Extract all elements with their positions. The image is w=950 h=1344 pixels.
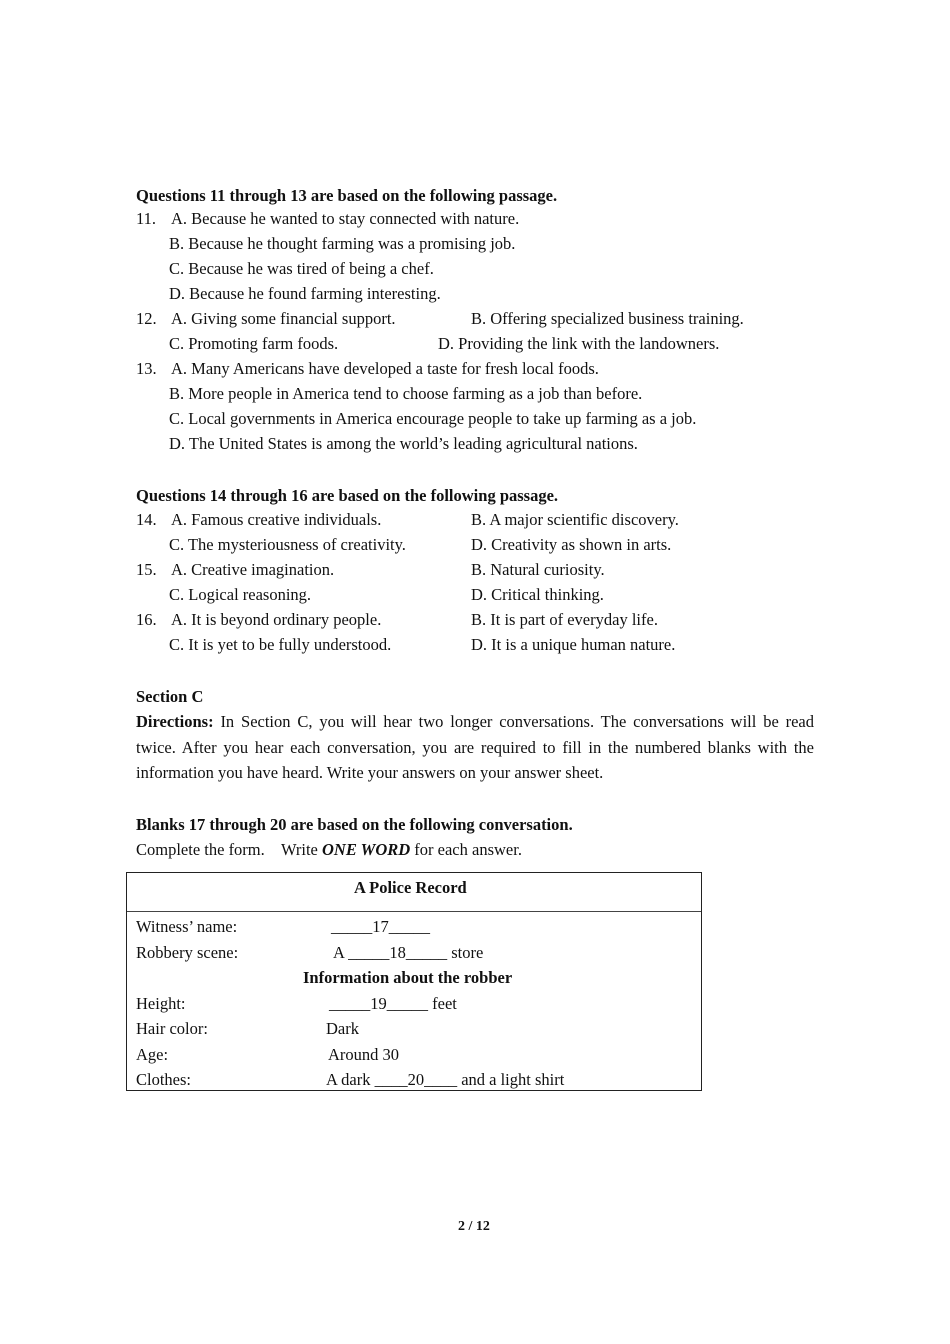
q16-option-a: A. It is beyond ordinary people. [171,610,382,629]
q14-option-c: C. The mysteriousness of creativity. [169,535,406,554]
q15-option-d: D. Critical thinking. [471,585,604,604]
form-value-age: Around 30 [328,1045,400,1064]
q12-option-d: D. Providing the link with the landowners. [438,334,720,353]
form-header-divider [127,911,701,912]
form-label-clothes: Clothes: [136,1070,192,1089]
form-label-hair-color: Hair color: [136,1019,208,1038]
question-number-16: 16. [136,610,157,629]
instruction-pre: Complete the form. Write [136,840,322,859]
q13-option-b: B. More people in America tend to choose farming as a job than before. [169,384,643,403]
form-instruction [136,840,522,860]
passage-heading-11-13: Questions 11 through 13 are based on the following passage. [136,186,558,205]
q11-option-b: B. Because he thought farming was a promising job. [169,234,516,253]
question-number-13: 13. [136,359,157,378]
q16-option-b: B. It is part of everyday life. [471,610,658,629]
form-value-witness-name: _____17_____ [331,917,430,936]
form-label-witness-name: Witness’ name: [136,917,238,936]
form-title: A Police Record [354,878,467,897]
q13-option-c: C. Local governments in America encourage people to take up farming as a job. [169,409,697,428]
page-number: 2 / 12 [458,1219,490,1234]
q13-option-d: D. The United States is among the world’s leading agricultural nations. [169,434,638,453]
q12-option-c: C. Promoting farm foods. [169,334,339,353]
instruction-post: for each answer. [410,840,522,859]
instruction-emphasis: ONE WORD [322,840,411,859]
q11-option-a: A. Because he wanted to stay connected with nature. [171,209,520,228]
q16-option-d: D. It is a unique human nature. [471,635,676,654]
form-value-robbery-scene: A _____18_____ store [333,943,484,962]
q12-option-a: A. Giving some financial support. [171,309,396,328]
q14-option-b: B. A major scientific discovery. [471,510,679,529]
blanks-heading: Blanks 17 through 20 are based on the following conversation. [136,815,573,834]
passage-heading-14-16: Questions 14 through 16 are based on the following passage. [136,486,559,505]
q15-option-a: A. Creative imagination. [171,560,335,579]
form-value-clothes: A dark ____20____ and a light shirt [326,1070,565,1089]
q15-option-b: B. Natural curiosity. [471,560,605,579]
question-number-14: 14. [136,510,157,529]
q12-option-b: B. Offering specialized business training. [471,309,744,328]
q11-option-d: D. Because he found farming interesting. [169,284,441,303]
directions-label: Directions: [136,712,214,731]
form-subheading: Information about the robber [303,968,513,987]
form-value-hair-color: Dark [326,1019,359,1038]
section-c-title: Section C [136,687,204,706]
question-number-12: 12. [136,309,157,328]
question-number-11: 11. [136,209,157,228]
question-number-15: 15. [136,560,157,579]
q16-option-c: C. It is yet to be fully understood. [169,635,392,654]
directions-text: In Section C, you will hear two longer conversations. The conversations will be read twice. After you hear each conversation, you are required to fill in the numbered blanks with the information you have heard. Write your answers on your answer sheet. [136,712,814,782]
form-value-height: _____19_____ feet [329,994,457,1013]
q11-option-c: C. Because he was tired of being a chef. [169,259,434,278]
q15-option-c: C. Logical reasoning. [169,585,312,604]
q13-option-a: A. Many Americans have developed a taste for fresh local foods. [171,359,599,378]
form-label-robbery-scene: Robbery scene: [136,943,239,962]
form-label-height: Height: [136,994,186,1013]
section-c-directions [136,709,814,786]
q14-option-d: D. Creativity as shown in arts. [471,535,672,554]
q14-option-a: A. Famous creative individuals. [171,510,382,529]
form-label-age: Age: [136,1045,169,1064]
